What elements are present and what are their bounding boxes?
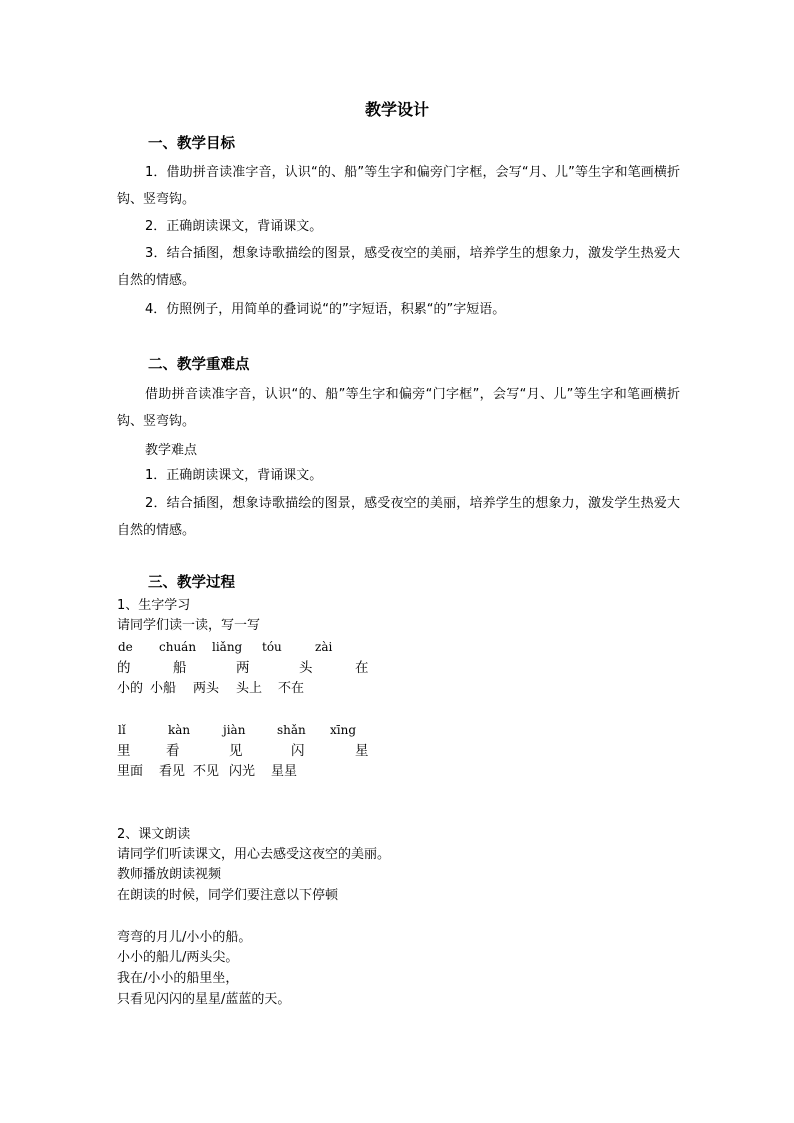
pinyin-li: lǐ (118, 723, 126, 737)
part2-line-3: 在朗读的时候，同学们要注意以下停顿 (117, 888, 339, 903)
word-bujian: 不见 (193, 764, 220, 779)
word-liangtou: 两头 (193, 681, 220, 696)
word-xiaode: 小的 (117, 681, 144, 696)
part2-line-2: 教师播放朗读视频 (117, 867, 222, 882)
document-title: 教学设计 (364, 100, 429, 119)
difficulty-label: 教学难点 (145, 443, 198, 458)
pinyin-liang: liǎng (212, 640, 243, 654)
goal-item-4: 4．仿照例子，用简单的叠词说“的”字短语，积累“的”字短语。 (145, 302, 506, 317)
poem-line-2: 小小的船儿/两头尖。 (117, 950, 239, 965)
key-point-text: 借助拼音读准字音，认识“的、船”等生字和偏旁“门字框”，会写“月、儿”等生字和笔画横折钩、竖弯钩。 (117, 387, 680, 429)
word-xingxing: 星星 (271, 764, 298, 779)
poem-line-1: 弯弯的月儿/小小的船。 (117, 930, 252, 945)
part1-title: 1、生字学习 (117, 598, 191, 613)
word-buzai: 不在 (278, 681, 305, 696)
word-shanguang: 闪光 (229, 764, 256, 779)
char-jian: 见 (229, 743, 243, 759)
word-xiaochuan: 小船 (150, 681, 177, 696)
section2-heading: 二、教学重难点 (148, 357, 250, 373)
goal-item-1: 1．借助拼音读准字音，认识“的、船”等生字和偏旁门字框，会写“月、儿”等生字和笔画横折钩、竖弯钩。 (117, 165, 680, 207)
goal-item-3: 3．结合插图，想象诗歌描绘的图景，感受夜空的美丽，培养学生的想象力，激发学生热爱大自然的情感。 (117, 246, 680, 288)
part1-instruction: 请同学们读一读，写一写 (117, 618, 261, 633)
pinyin-shan: shǎn (277, 723, 306, 737)
char-de: 的 (117, 660, 131, 676)
char-liang: 两 (236, 660, 250, 676)
section1-heading: 一、教学目标 (148, 136, 235, 152)
pinyin-xing: xīng (330, 723, 357, 737)
part2-line-1: 请同学们听读课文，用心去感受这夜空的美丽。 (117, 847, 391, 862)
char-li: 里 (117, 743, 131, 759)
pinyin-zai: zài (315, 640, 333, 654)
pinyin-chuan: chuán (159, 640, 197, 654)
char-kan: 看 (166, 743, 180, 759)
pinyin-jian: jiàn (223, 723, 246, 737)
poem-line-3: 我在/小小的船里坐， (117, 971, 239, 986)
pinyin-de: de (118, 640, 133, 654)
pinyin-tou: tóu (262, 640, 282, 654)
word-kanjian: 看见 (159, 764, 186, 779)
difficulty-item-1: 1．正确朗读课文，背诵课文。 (145, 468, 323, 483)
goal-item-2: 2．正确朗读课文，背诵课文。 (145, 219, 323, 234)
char-zai: 在 (355, 660, 369, 676)
word-limian: 里面 (117, 764, 144, 779)
pinyin-kan: kàn (168, 723, 191, 737)
char-xing: 星 (355, 743, 369, 759)
part2-title: 2、课文朗读 (117, 827, 191, 842)
word-toushang: 头上 (236, 681, 263, 696)
section3-heading: 三、教学过程 (148, 575, 235, 591)
difficulty-item-2: 2．结合插图，想象诗歌描绘的图景，感受夜空的美丽，培养学生的想象力，激发学生热爱大自然的情感。 (117, 496, 680, 538)
char-tou: 头 (299, 660, 313, 676)
poem-line-4: 只看见闪闪的星星/蓝蓝的天。 (117, 992, 291, 1007)
char-chuan: 船 (173, 660, 187, 676)
char-shan: 闪 (291, 743, 305, 759)
